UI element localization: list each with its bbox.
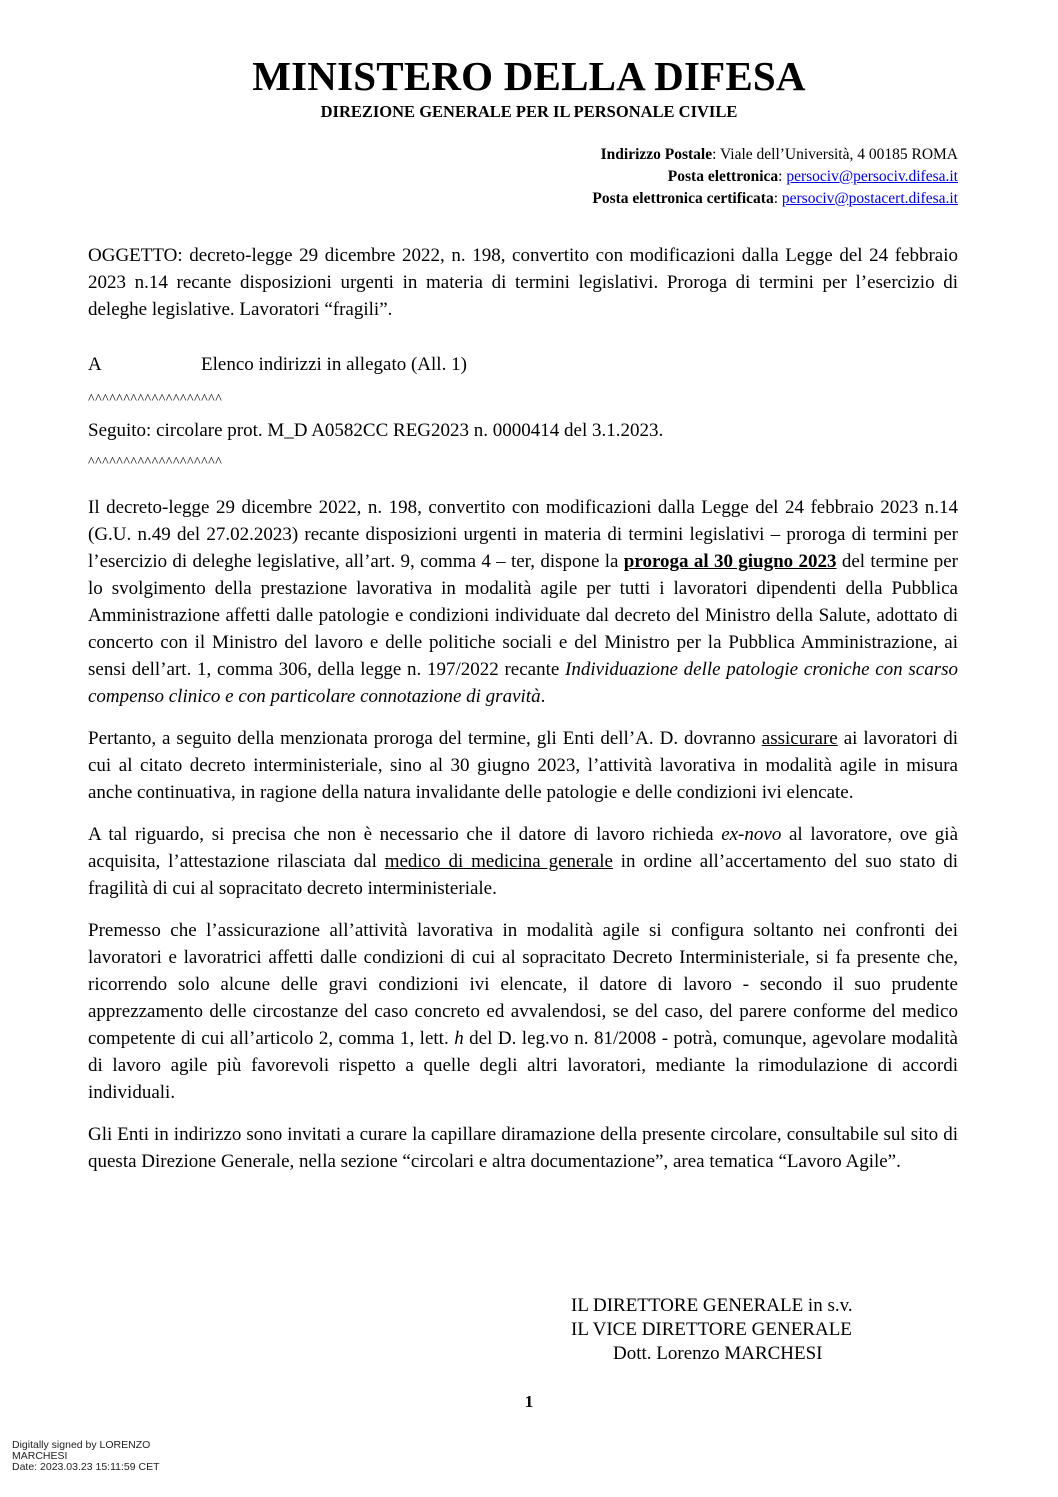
addressee-line — [88, 354, 467, 376]
paragraph-3-text-c: al lavoratore, ove già acquisita, l’attestazione rilasciata dal — [88, 824, 959, 872]
digital-signature-stamp — [12, 1440, 160, 1473]
postal-address-value: : Viale dell’Università, 4 00185 ROMA — [712, 146, 958, 163]
paragraph-1 — [88, 494, 958, 710]
paragraph-3-text-a: A tal riguardo, si precisa che non è necessario che il datore di lavoro richieda — [88, 824, 722, 845]
pec-line — [592, 188, 958, 210]
paragraph-4-text-a: Premesso che l’assicurazione all’attività lavorativa in modalità agile si configura soltanto nei confronti dei lavoratori e lavoratrici affetti dalle condizioni di cui al sopracitato Decreto Interministeriale, si fa presente che, ricorrendo solo alcune delle gravi condizioni ivi elencate, il datore di lavoro - secondo il suo prudente apprezzamento delle circostanze del caso concreto ed avvalendosi, se del caso, del parere conforme del medico competente di cui all’articolo 2, comma 1, lett. — [88, 920, 958, 1049]
paragraph-3-text-e: in ordine all’accertamento del suo stato di fragilità di cui al sopracitato decreto interministeriale. — [88, 851, 959, 899]
paragraph-2 — [88, 725, 958, 806]
paragraph-3 — [88, 821, 958, 902]
paragraph-1-deadline: proroga al 30 giugno 2023 — [623, 551, 837, 572]
follow-up-reference: Seguito: circolare prot. M_D A0582CC REG2023 n. 0000414 del 3.1.2023. — [88, 420, 664, 441]
main-body — [88, 494, 958, 1190]
paragraph-5: Gli Enti in indirizzo sono invitati a curare la capillare diramazione della presente circolare, consultabile sul sito di questa Direzione Generale, nella sezione “circolari e altra documentazione”, area tematica “Lavoro Agile”. — [88, 1124, 958, 1172]
email-label: Posta elettronica — [667, 168, 779, 185]
paragraph-1-decree-title: Individuazione delle patologie croniche con scarso compenso clinico e con particolare connotazione di gravità — [88, 659, 958, 707]
paragraph-4 — [88, 917, 958, 1106]
paragraph-1-end: . — [540, 686, 546, 707]
paragraph-2-text-c: ai lavoratori di cui al citato decreto interministeriale, sino al 30 giugno 2023, l’attività lavorativa in modalità agile in misura anche continuativa, in ragione della natura invalidante delle patologie e delle condizioni ivi elencate. — [88, 728, 958, 803]
paragraph-1-text-a: Il decreto-legge 29 dicembre 2022, n. 198, convertito con modificazioni dalla Legge del 24 febbraio 2023 n.14 (G.U. n.49 del 27.02.2023) recante disposizioni urgenti in materia di termini legislativi – proroga di termini per l’esercizio di deleghe legislative, all’art. 9, comma 4 – ter, dispone la — [88, 497, 958, 572]
email-separator: : — [778, 168, 787, 185]
paragraph-2-text-a: Pertanto, a seguito della menzionata proroga del termine, gli Enti dell’A. D. dovranno — [88, 728, 762, 749]
contact-block — [592, 144, 958, 210]
pec-label: Posta elettronica certificata — [592, 190, 774, 207]
email-line — [592, 166, 958, 188]
digital-signature-line-2: MARCHESI — [12, 1450, 68, 1462]
paragraph-3-medico: medico di medicina generale — [384, 851, 613, 872]
postal-address-line — [592, 144, 958, 166]
signatory-name: Dott. Lorenzo MARCHESI — [613, 1343, 823, 1364]
separator-carets-top: ^^^^^^^^^^^^^^^^^^^ — [88, 392, 223, 407]
pec-link[interactable]: persociv@postacert.difesa.it — [781, 190, 958, 207]
pec-separator: : — [773, 190, 782, 207]
signature-title-1: IL DIRETTORE GENERALE in s.v. — [571, 1295, 853, 1316]
addressee-prefix: A — [88, 354, 102, 375]
paragraph-3-ex-novo: ex-novo — [721, 824, 782, 845]
paragraph-2-assicurare: assicurare — [761, 728, 838, 749]
paragraph-4-lett-h: h — [454, 1028, 464, 1049]
signature-title-2: IL VICE DIRETTORE GENERALE — [571, 1319, 852, 1340]
directorate-subtitle: DIREZIONE GENERALE PER IL PERSONALE CIVILE — [320, 102, 738, 121]
digital-signature-line-1: Digitally signed by LORENZO — [12, 1439, 151, 1451]
page-number: 1 — [524, 1392, 534, 1411]
postal-address-label: Indirizzo Postale — [600, 146, 713, 163]
subject-paragraph: OGGETTO: decreto-legge 29 dicembre 2022, n. 198, convertito con modificazioni dalla Legge del 24 febbraio 2023 n.14 recante disposizioni urgenti in materia di termini legislativi. Proroga di termini per l’esercizio di deleghe legislative. Lavoratori “fragili”. — [88, 245, 958, 320]
digital-signature-date: Date: 2023.03.23 15:11:59 CET — [12, 1461, 160, 1473]
email-link[interactable]: persociv@persociv.difesa.it — [786, 168, 958, 185]
signature-block — [571, 1294, 853, 1366]
ministry-title: MINISTERO DELLA DIFESA — [252, 53, 806, 99]
paragraph-1-text-c: del termine per lo svolgimento della prestazione lavorativa in modalità agile per tutti i lavoratori dipendenti della Pubblica Amministrazione affetti dalle patologie e condizioni individuate dal decreto del Ministro della Salute, adottato di concerto con il Ministro del lavoro e delle politiche sociali e del Ministro per la Pubblica Amministrazione, ai sensi dell’art. 1, comma 306, della legge n. 197/2022 recante — [88, 551, 958, 680]
separator-carets-bottom: ^^^^^^^^^^^^^^^^^^^ — [88, 455, 223, 470]
paragraph-4-text-c: del D. leg.vo n. 81/2008 - potrà, comunque, agevolare modalità di lavoro agile più favorevoli rispetto a quelle degli altri lavoratori, mediante la rimodulazione di accordi individuali. — [88, 1028, 958, 1103]
addressee-text: Elenco indirizzi in allegato (All. 1) — [201, 354, 467, 375]
